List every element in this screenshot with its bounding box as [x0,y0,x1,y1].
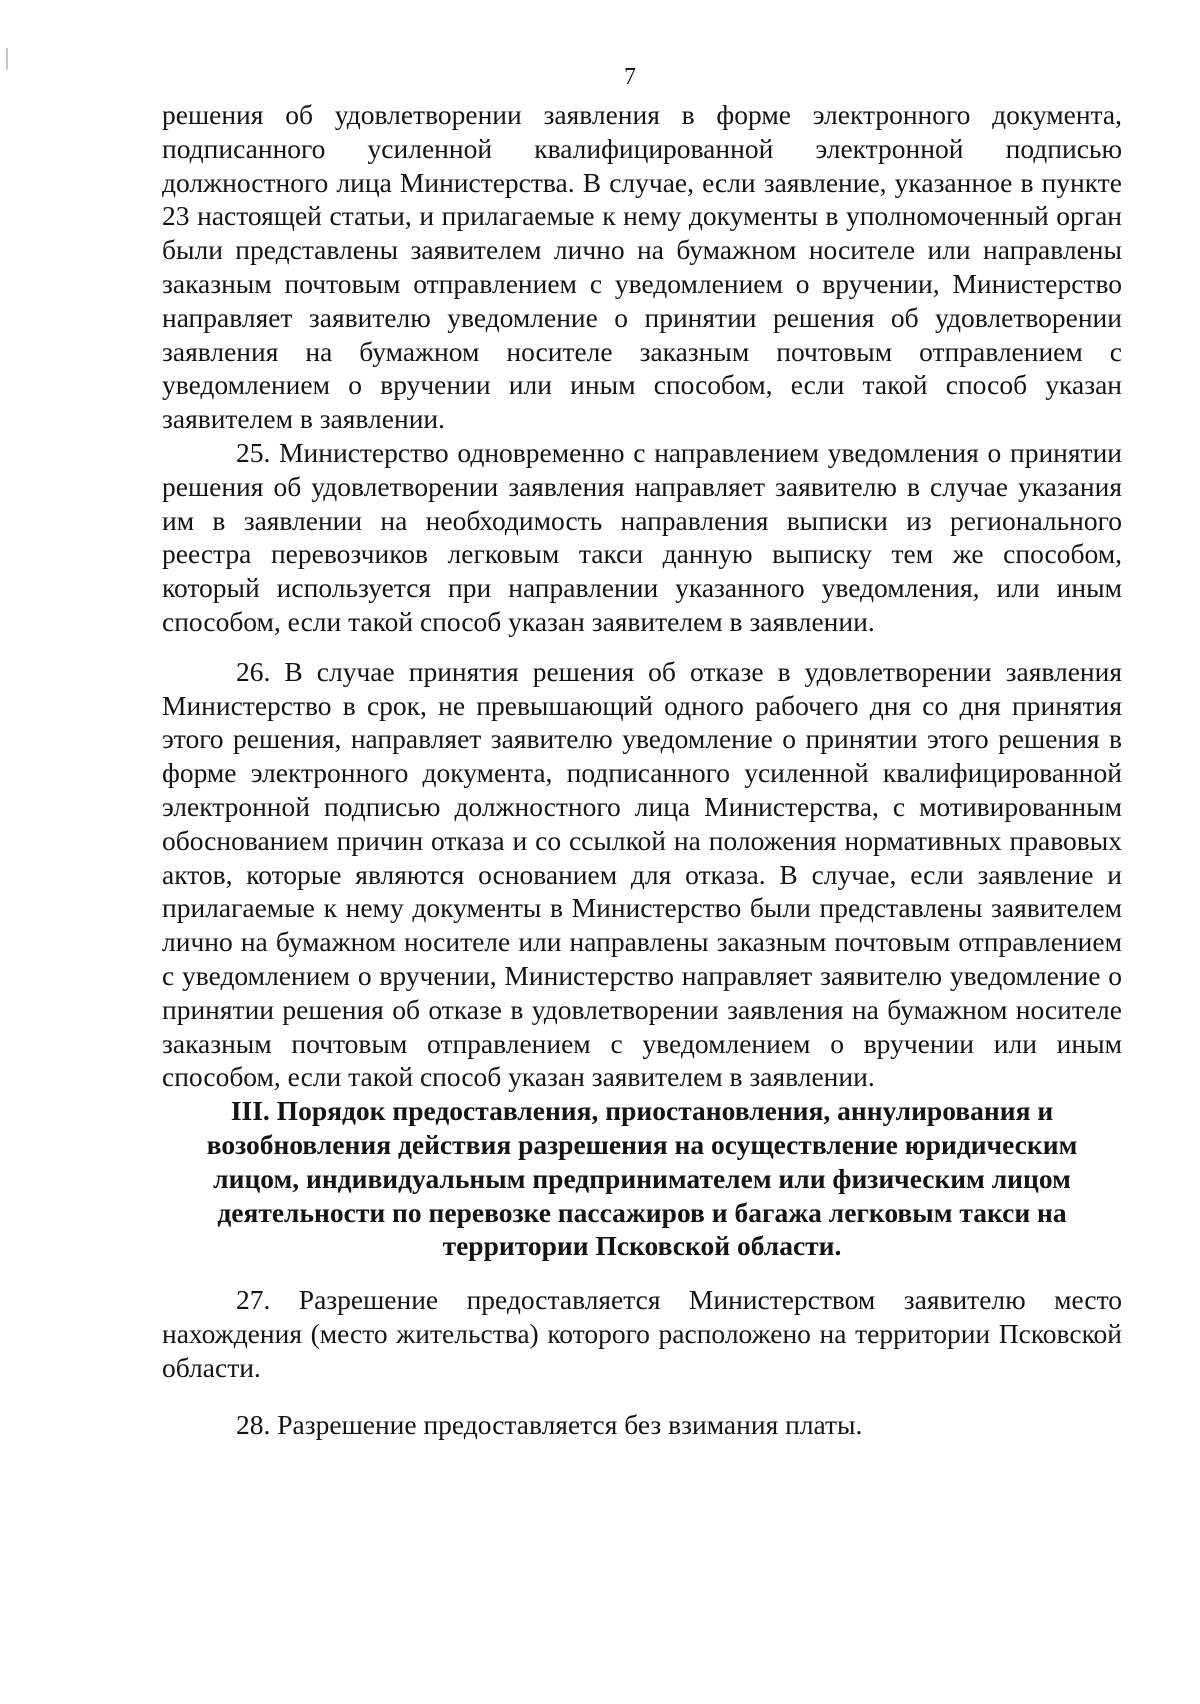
page-number: 7 [624,64,636,90]
paragraph-27: 27. Разрешение предоставляется Министерством заявителю место нахождения (место жительства) которого расположено на территории Псковской области. [162,1284,1122,1383]
paragraph-24-continued: решения об удовлетворении заявления в форме электронного документа, подписанного усиленной квалифицированной электронной подписью должностного лица Министерства. В случае, если заявление, указанное в пункте 23 настоящей статьи, и прилагаемые к нему документы в уполномоченный орган были представлены заявителем лично на бумажном носителе или направлены заказным почтовым отправлением с уведомлением о вручении, Министерство направляет заявителю уведомление о принятии решения об удовлетворении заявления на бумажном носителе заказным почтовым отправлением с уведомлением о вручении или иным способом, если такой способ указан заявителем в заявлении. [162,99,1122,435]
paragraph-25: 25. Министерство одновременно с направлением уведомления о принятии решения об удовлетворении заявления направляет заявителю в случае указания им в заявлении на необходимость направления выписки из регионального реестра перевозчиков легковым такси данную выписку тем же способом, который используется при направлении указанного уведомления, или иным способом, если такой способ указан заявителем в заявлении. [162,436,1122,637]
section-heading-line: лицом, индивидуальным предпринимателем или физическим лицом [213,1162,1071,1194]
section-heading-line: возобновления действия разрешения на осуществление юридическим [206,1128,1078,1160]
paragraph-26: 26. В случае принятия решения об отказе в удовлетворении заявления Министерство в срок, не превышающий одного рабочего дня со дня принятия этого решения, направляет заявителю уведомление о принятии этого решения в форме электронного документа, подписанного усиленной квалифицированной электронной подписью должностного лица Министерства, с мотивированным обоснованием причин отказа и со ссылкой на положения нормативных правовых актов, которые являются основанием для отказа. В случае, если заявление и прилагаемые к нему документы в Министерство были представлены заявителем лично на бумажном носителе или направлены заказным почтовым отправлением с уведомлением о вручении, Министерство направляет заявителю уведомление о принятии решения об отказе в удовлетворении заявления на бумажном носителе заказным почтовым отправлением с уведомлением о вручении или иным способом, если такой способ указан заявителем в заявлении. [162,655,1122,1093]
section-heading-line: III. Порядок предоставления, приостановления, аннулирования и [230,1095,1054,1127]
section-heading-line: деятельности по перевозке пассажиров и багажа легковым такси на [217,1196,1067,1228]
document-body [162,98,1122,1442]
section-heading-line: территории Псковской области. [442,1230,842,1262]
section-heading [162,1094,1122,1263]
paragraph-28: 28. Разрешение предоставляется без взимания платы. [236,1409,863,1441]
